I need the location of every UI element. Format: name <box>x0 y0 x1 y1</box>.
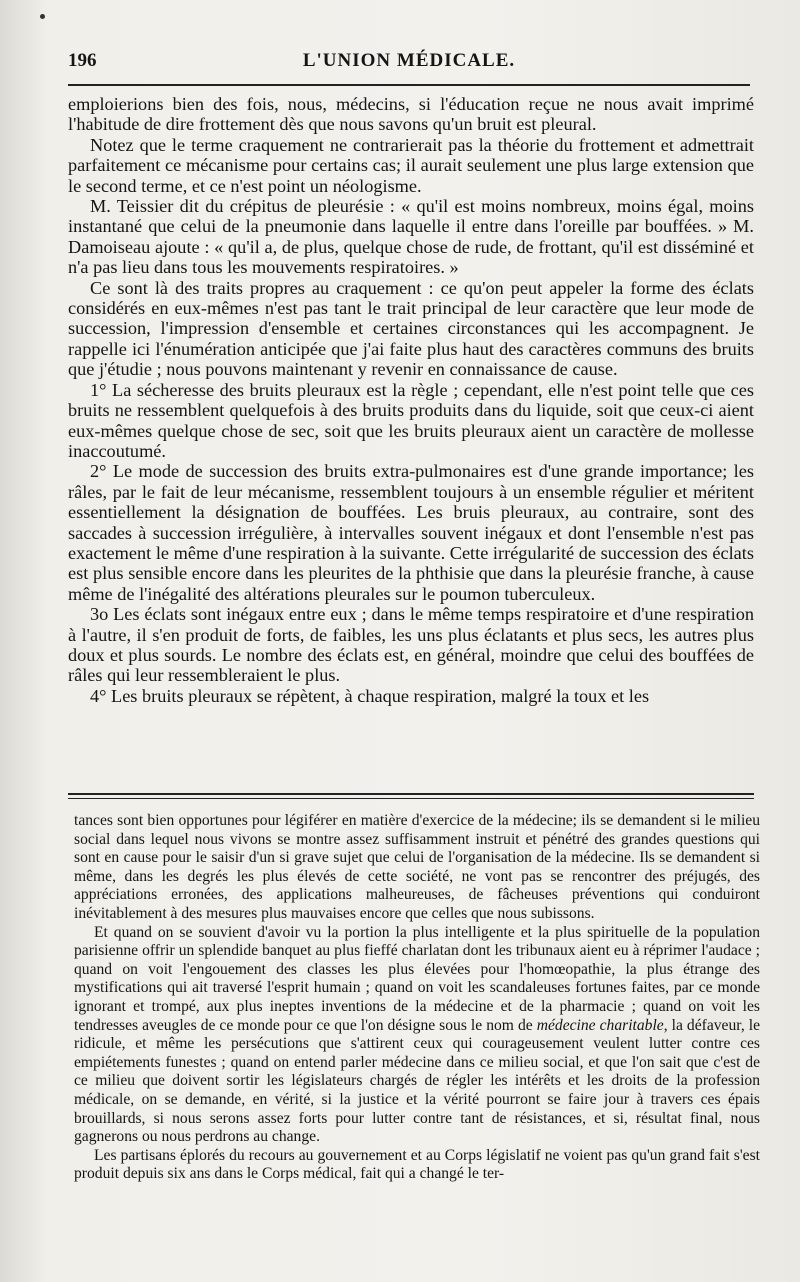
paragraph-2: Notez que le terme craquement ne contrarierait pas la théorie du frottement et admettrait parfaitement ce mécanisme pour certains cas; il aurait seulement une plus large extension que le second terme, et ce n'est point un néologisme. <box>68 134 754 196</box>
ink-mark <box>40 14 45 19</box>
main-text <box>68 94 754 706</box>
paragraph-7: 3o Les éclats sont inégaux entre eux ; dans le même temps respiratoire et d'une respiration à l'autre, il s'en produit de forts, de faibles, les uns plus éclatants et plus secs, les autres plus doux et plus sourds. Le nombre des éclats est, en général, moindre que celui des bouffées de râles qui leur ressembleraient le plus. <box>68 604 754 686</box>
paragraph-5: 1° La sécheresse des bruits pleuraux est la règle ; cependant, elle n'est point telle que ces bruits ne ressemblent quelquefois à des bruits produits dans du liquide, soit que ceux-ci aient eux-mêmes quelque chose de sec, soit que les bruits pleuraux aient un caractère de mollesse inaccoutumé. <box>68 379 754 461</box>
page-number: 196 <box>68 50 97 71</box>
footnote-separator <box>68 793 754 799</box>
paragraph-3: M. Teissier dit du crépitus de pleurésie : « qu'il est moins nombreux, moins égal, moins instantané que celui de la pneumonie dans laquelle il entre dans l'oreille par bouffées. » M. Damoiseau ajoute : « qu'il a, de plus, quelque chose de rude, de frottant, qu'il est disséminé et n'a pas lieu dans tous les mouvements respiratoires. » <box>68 196 754 278</box>
paragraph-6: 2° Le mode de succession des bruits extra-pulmonaires est d'une grande importance; les râles, par le fait de leur mécanisme, ressemblent toujours à un ensemble régulier et méritent essentiellement la désignation de bouffées. Les bruis pleuraux, au contraire, sont des saccades à succession irrégulière, à intervalles souvent inégaux et dont l'ensemble n'est pas exactement le même d'une respiration à la suivante. Cette irrégularité de succession des éclats est plus sensible encore dans les pleurites de la phthisie que dans la pleurésie franche, à cause même de l'inégalité des altérations pleurales sur le poumon tuberculeux. <box>68 461 754 604</box>
footnote-paragraph-3: Les partisans éplorés du recours au gouvernement et au Corps législatif ne voient pas qu'un grand fait s'est produit depuis six ans dans le Corps médical, fait qui a changé le ter- <box>74 1146 760 1183</box>
page-header <box>68 46 750 80</box>
footnote-text: , la défaveur, le ridicule, et même les persécutions que s'attirent ceux qui courageusement veulent lutter contre ces empiétements funestes ; quand on entend parler médecine dans ce milieu social, et que l'on sait que c'est de ce milieu que doivent sortir les législateurs chargés de régler les intérêts et les droits de la profession médicale, on se demande, en vérité, si la justice et la vérité pourront se faire jour à travers ces épais brouillards, si nous serons assez forts pour lutter contre tant de résistances, et si, résultat final, nous gagnerons ou nous perdrons au change. <box>74 1016 761 1146</box>
paragraph-4: Ce sont là des traits propres au craquement : ce qu'on peut appeler la forme des éclats considérés en eux-mêmes n'est pas tant le trait principal de leur caractère que leur mode de succession, l'impression d'ensemble et certaines circonstances qui les accompagnent. Je rappelle ici l'énumération anticipée que j'ai faite plus haut des caractères communs des bruits que j'étudie ; nous pouvons maintenant y revenir en connaissance de cause. <box>68 277 754 380</box>
header-rule <box>68 84 750 86</box>
footnote-paragraph-2 <box>74 924 760 1147</box>
paragraph-1: emploierions bien des fois, nous, médecins, si l'éducation reçue ne nous avait imprimé l'habitude de dire frottement dès que nous savons qu'un bruit est pleural. <box>68 94 754 135</box>
paragraph-8: 4° Les bruits pleuraux se répètent, à chaque respiration, malgré la toux et les <box>90 685 650 706</box>
footnote-italic: médecine charitable <box>536 1016 664 1034</box>
footnote <box>74 812 760 1184</box>
running-title: L'UNION MÉDICALE. <box>302 50 516 71</box>
footnote-text: Et quand on se souvient d'avoir vu la portion la plus intelligente et la plus spirituelle de la population parisienne offrir un splendide banquet au plus fieffé charlatan dont les tribunaux aient eu à réprimer l'audace ; quand on voit l'engouement des classes les plus élevées pour l'homœopathie, la plus étrange des mystifications qui ait traversé l'esprit humain ; quand on voit les scandaleuses fortunes faites, par ce monde ignorant et trompé, aux plus ineptes inventions de la médecine et de la pharmacie ; quand on voit les tendresses aveugles de ce monde pour ce que l'on désigne sous le nom de <box>74 923 760 1034</box>
footnote-paragraph-1: tances sont bien opportunes pour légiférer en matière d'exercice de la médecine; ils se demandent si le milieu social dans lequel nous vivons se montre assez suffisamment instruit et pénétré des grandes questions qui sont en cause pour le saisir d'un si grave sujet que celui de l'organisation de la médecine. Ils se demandent si même, dans les degrés les plus élevés de cette société, ne vont pas se rencontrer des préjugés, des appréciations erronées, des applications malheureuses, de fâcheuses préventions qui conduiront inévitablement à des mesures plus mauvaises encore que celles que nous subissons. <box>74 812 760 922</box>
